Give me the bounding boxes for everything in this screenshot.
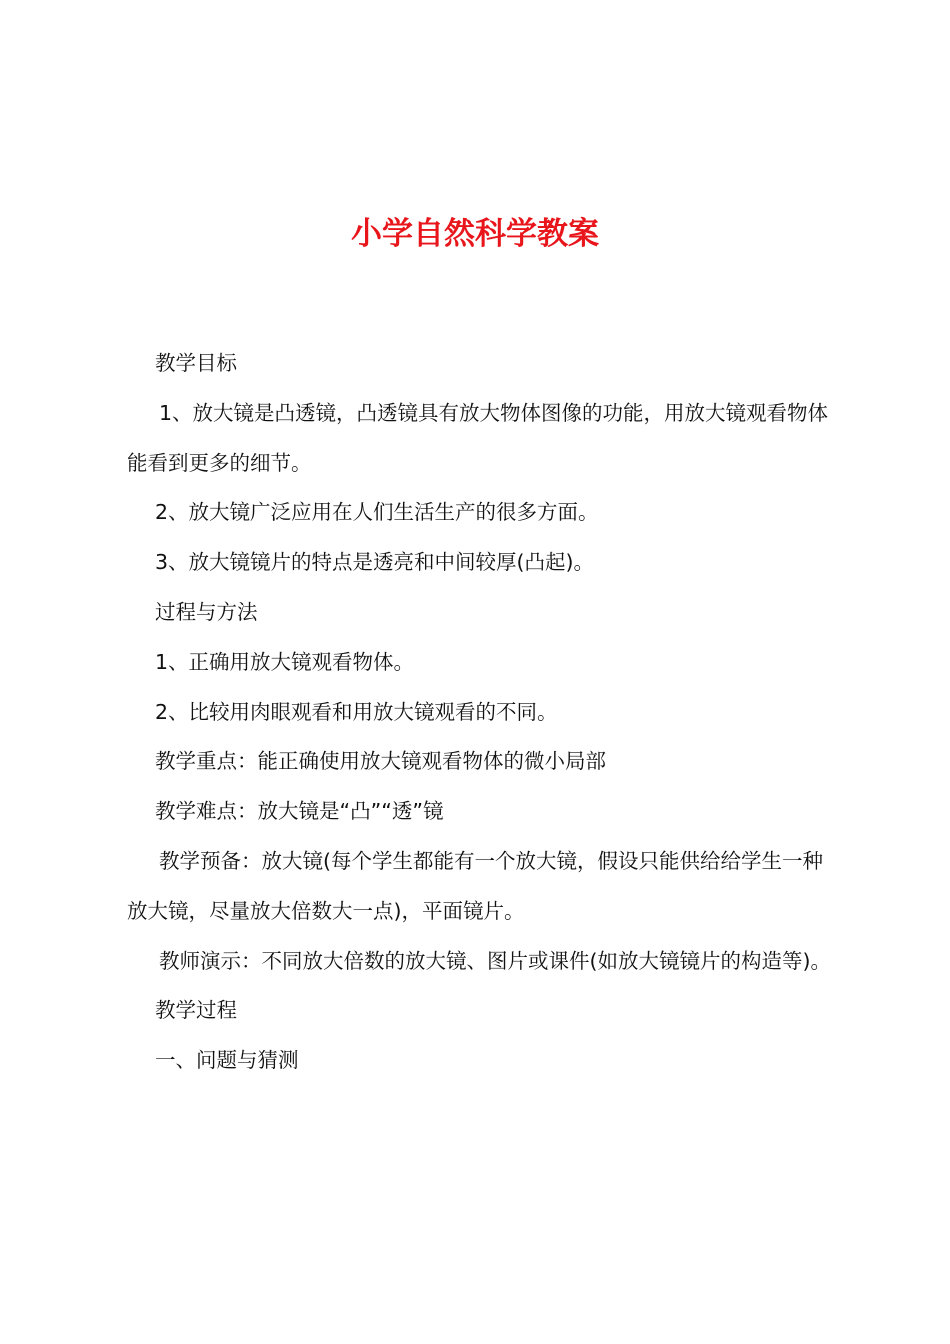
- paragraph-goal-2: 2、放大镜广泛应用在人们生活生产的很多方面。: [155, 500, 599, 525]
- document-body: [127, 339, 837, 1086]
- paragraph-method-1: 1、正确用放大镜观看物体。: [155, 649, 415, 674]
- heading-questions-guesses: 一、问题与猜测: [155, 1048, 299, 1073]
- document-title: 小学自然科学教案: [351, 216, 599, 252]
- paragraph-goal-1: 1、放大镜是凸透镜，凸透镜具有放大物体图像的功能，用放大镜观看物体能看到更多的细节。: [127, 400, 829, 475]
- paragraph-teacher-demo: 教师演示：不同放大倍数的放大镜、图片或课件(如放大镜镜片的构造等)。: [159, 948, 831, 973]
- heading-teaching-goals: 教学目标: [155, 351, 237, 375]
- paragraph-method-2: 2、比较用肉眼观看和用放大镜观看的不同。: [155, 699, 558, 724]
- heading-process-methods: 过程与方法: [155, 599, 258, 624]
- paragraph-goal-3: 3、放大镜镜片的特点是透亮和中间较厚(凸起)。: [155, 550, 595, 575]
- heading-teaching-process: 教学过程: [155, 998, 237, 1023]
- paragraph-difficulty: 教学难点：放大镜是“凸”“透”镜: [155, 799, 444, 824]
- paragraph-key-point: 教学重点：能正确使用放大镜观看物体的微小局部: [155, 749, 606, 774]
- paragraph-preparation: 教学预备：放大镜(每个学生都能有一个放大镜，假设只能供给给学生一种放大镜，尽量放大倍数大一点)，平面镜片。: [127, 848, 823, 923]
